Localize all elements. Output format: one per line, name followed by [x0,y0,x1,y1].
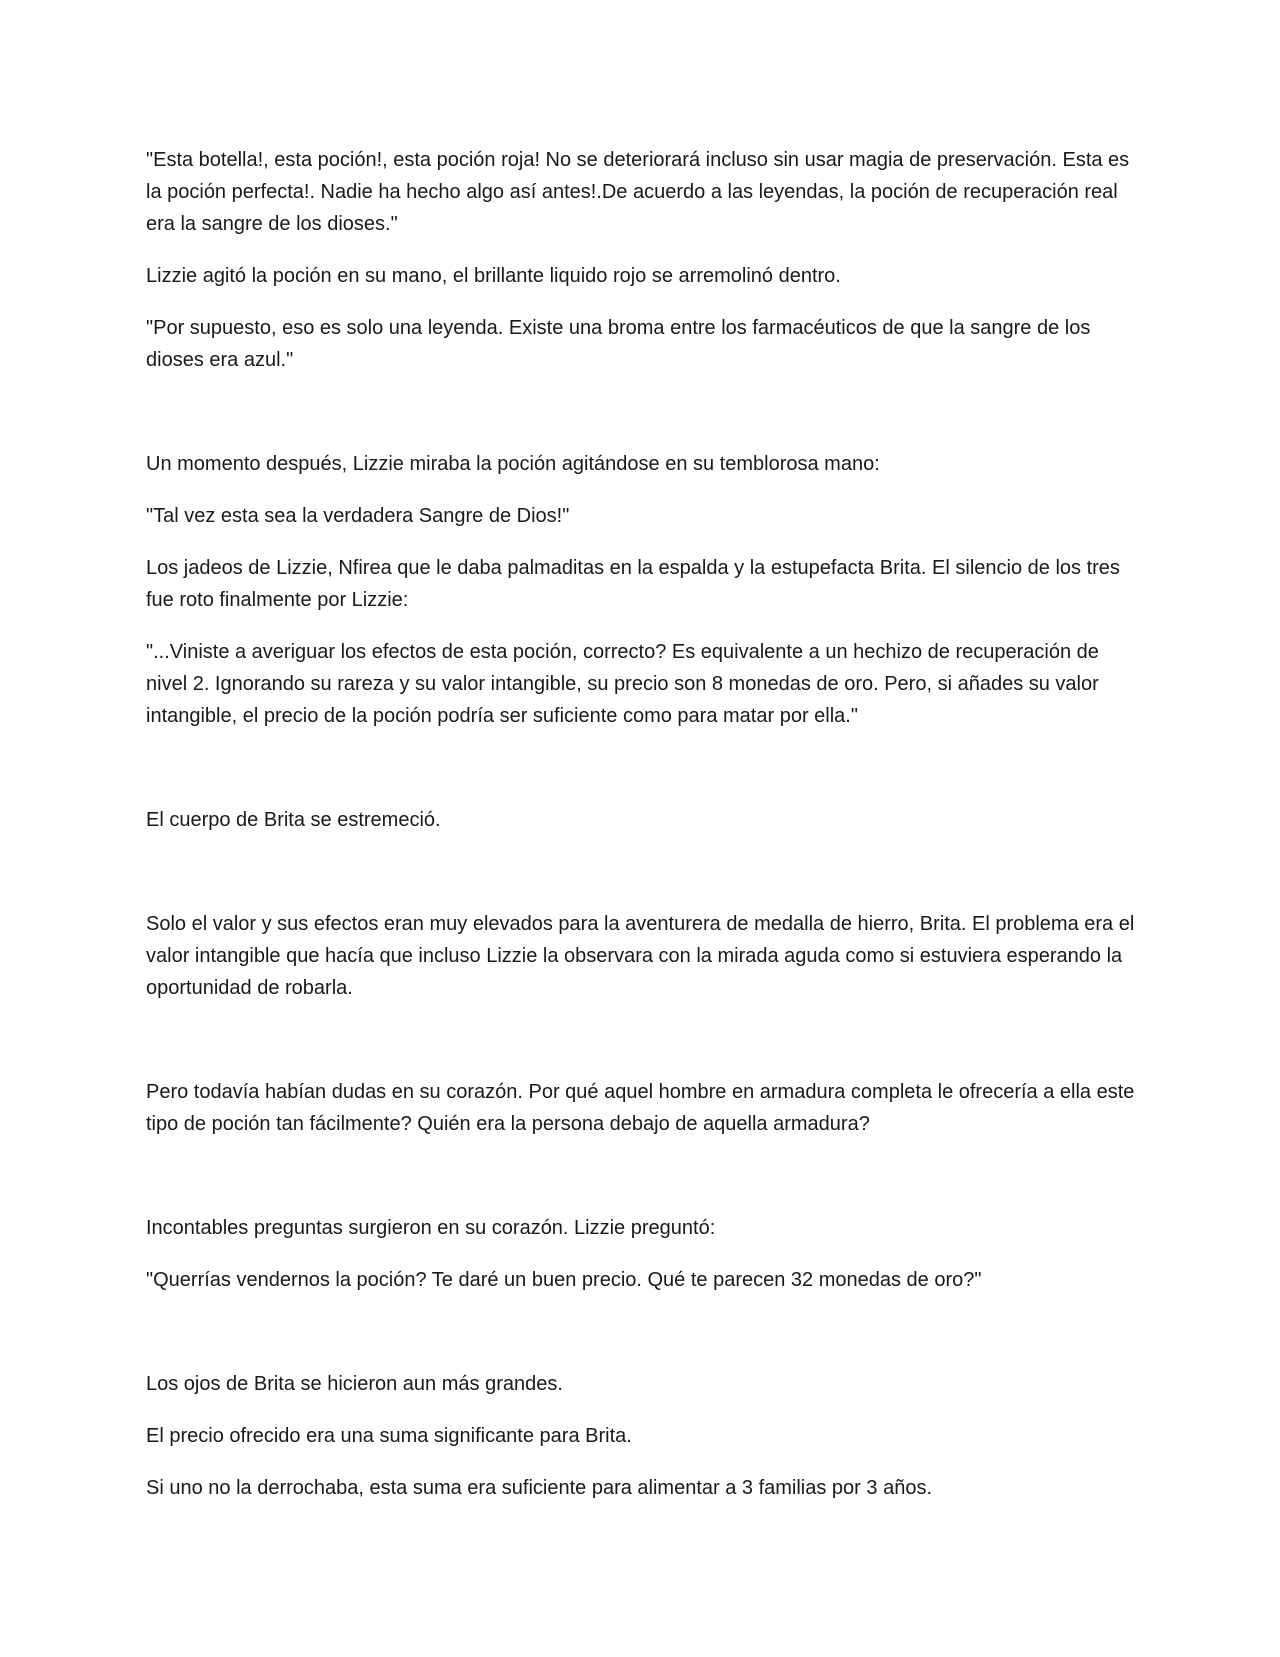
paragraph-3: "Por supuesto, eso es solo una leyenda. Existe una broma entre los farmacéuticos de que la sangre de los dioses era azul." [146,317,1091,371]
paragraph-12: "Querrías vendernos la poción? Te daré un buen precio. Qué te parecen 32 monedas de oro?" [146,1269,982,1291]
paragraph-5: "Tal vez esta sea la verdadera Sangre de Dios!" [146,505,570,527]
paragraph-6: Los jadeos de Lizzie, Nfirea que le daba palmaditas en la espalda y la estupefacta Brita. El silencio de los tres fue roto finalmente por Lizzie: [146,557,1120,611]
paragraph-13: Los ojos de Brita se hicieron aun más grandes. [146,1373,563,1395]
paragraph-2: Lizzie agitó la poción en su mano, el brillante liquido rojo se arremolinó dentro. [146,265,841,287]
paragraph-10: Pero todavía habían dudas en su corazón. Por qué aquel hombre en armadura completa le ofrecería a ella este tipo de poción tan fácilmente? Quién era la persona debajo de aquella armadura? [146,1081,1135,1135]
paragraph-7: "...Viniste a averiguar los efectos de esta poción, correcto? Es equivalente a un hechizo de recuperación de nivel 2. Ignorando su rareza y su valor intangible, su precio son 8 monedas de oro. Pero, si añades su valor intangible, el precio de la poción podría ser suficiente como para matar por ella." [146,641,1099,727]
paragraph-8: El cuerpo de Brita se estremeció. [146,809,441,831]
paragraph-14: El precio ofrecido era una suma significante para Brita. [146,1425,632,1447]
paragraph-9: Solo el valor y sus efectos eran muy elevados para la aventurera de medalla de hierro, Brita. El problema era el valor intangible que hacía que incluso Lizzie la observara con la mirada aguda como si estuviera esperando la oportunidad de robarla. [146,913,1135,999]
paragraph-15: Si uno no la derrochaba, esta suma era suficiente para alimentar a 3 familias por 3 años. [146,1477,932,1499]
paragraph-1: "Esta botella!, esta poción!, esta poción roja! No se deteriorará incluso sin usar magia de preservación. Esta es la poción perfecta!. Nadie ha hecho algo así antes!.De acuerdo a las leyendas, la poción de recuperación real era la sangre de los dioses." [146,149,1130,235]
document-page [146,144,1136,1504]
paragraph-4: Un momento después, Lizzie miraba la poción agitándose en su temblorosa mano: [146,453,880,475]
paragraph-11: Incontables preguntas surgieron en su corazón. Lizzie preguntó: [146,1217,716,1239]
